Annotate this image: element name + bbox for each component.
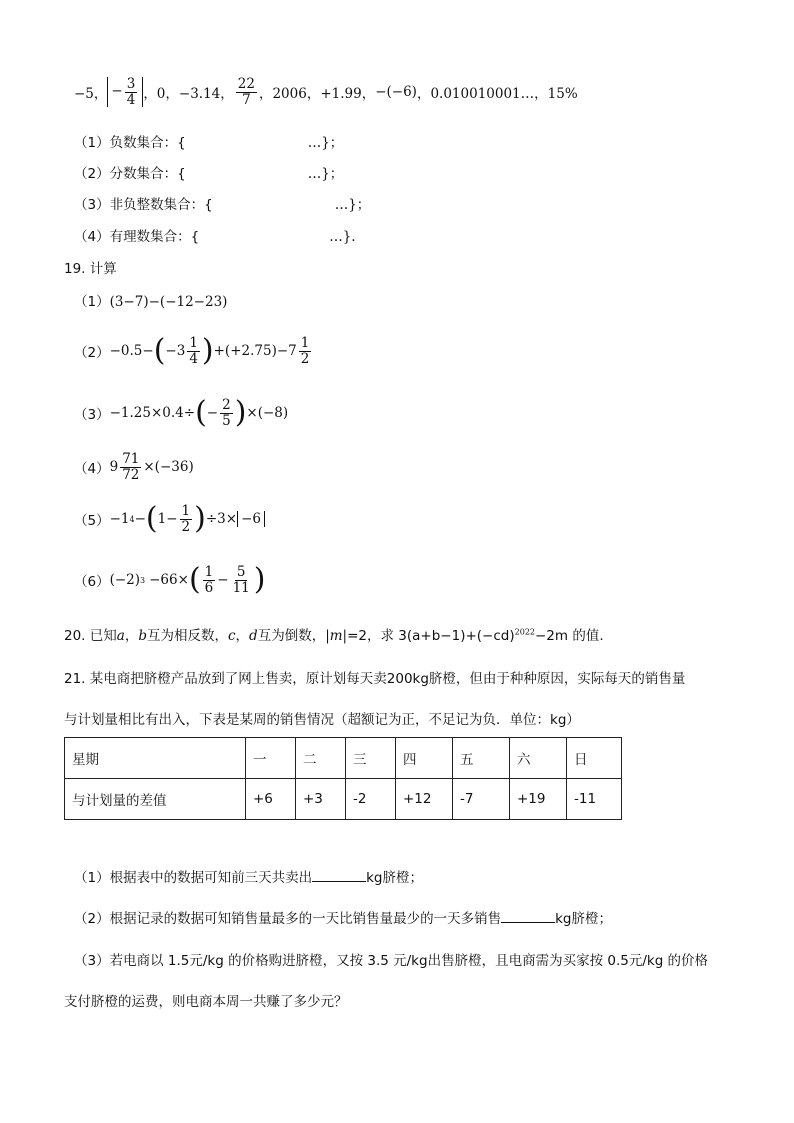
fraction: $\frac{3}{4}$ bbox=[126, 76, 136, 108]
table-row bbox=[65, 779, 622, 820]
table-cell: 五 bbox=[453, 738, 510, 779]
q21-sub-3-line-2: 支付脐橙的运费，则电商本周一共赚了多少元？ bbox=[64, 994, 348, 1010]
q19-part-3: （3） −1.25×0.4÷ ( − $\frac{2}{5}$ ) ×(−8) bbox=[74, 395, 289, 430]
answer-blank[interactable] bbox=[312, 869, 366, 882]
table-row bbox=[65, 738, 622, 779]
q21-line-2: 与计划量相比有出入，下表是某周的销售情况（超额记为正，不足记为负．单位：kg） bbox=[64, 712, 580, 728]
table-cell: 一 bbox=[246, 738, 296, 779]
q21-line-1: 21. 某电商把脐橙产品放到了网上售卖，原计划每天卖200kg脐橙，但由于种种原因，实际每天的销售量 bbox=[64, 671, 686, 687]
table-cell: +6 bbox=[246, 779, 296, 820]
q21-sub-3-line-1: （3）若电商以 1.5元/kg 的价格购进脐橙，又按 3.5 元/kg出售脐橙，且电商需为买家按 0.5元/kg 的价格 bbox=[74, 953, 709, 969]
table-cell: +3 bbox=[296, 779, 346, 820]
table-cell: 四 bbox=[396, 738, 453, 779]
table-cell: -11 bbox=[567, 779, 622, 820]
absolute-value: − $\frac{3}{4}$ bbox=[107, 77, 143, 106]
q21-sub-2: （2）根据记录的数据可知销售量最多的一天比销售量最少的一天多销售 kg脐橙； bbox=[74, 911, 612, 927]
table-cell: +19 bbox=[510, 779, 567, 820]
set-question-3: （3）非负整数集合：{ …}； bbox=[74, 197, 371, 213]
table-cell: 星期 bbox=[65, 738, 246, 779]
number-list: −5， − $\frac{3}{4}$ ，0，−3.14， $\frac{22}{7}$ ，2006，+1.99， −(−6) ，0.010010001…，15% bbox=[74, 76, 578, 108]
set-question-4: （4）有理数集合：{ …}. bbox=[74, 229, 356, 245]
table-cell: 日 bbox=[567, 738, 622, 779]
q20: 20. 已知a，b互为相反数，c，d互为倒数，|m|=2，求 $3(a+b-1)+(-cd)^{2022}-2m$ 的值. bbox=[64, 627, 604, 644]
q19-part-5: （5） −1 4 − ( 1− $\frac{1}{2}$ ) ÷3× −6 bbox=[74, 496, 265, 542]
q21-sub-1: （1）根据表中的数据可知前三天共卖出 kg脐橙； bbox=[74, 870, 423, 886]
table-cell: 与计划量的差值 bbox=[65, 779, 246, 820]
q19-part-2: （2） −0.5− ( −3 $\frac{1}{4}$ ) +(+2.75)−7 $\frac{1}{2}$ bbox=[74, 333, 310, 368]
q19-part-1: （1）(3−7)−(−12−23) bbox=[74, 294, 228, 310]
set-question-1: （1）负数集合：{ …}； bbox=[74, 135, 344, 151]
table-cell: +12 bbox=[396, 779, 453, 820]
answer-blank[interactable] bbox=[501, 910, 555, 923]
table-cell: -2 bbox=[346, 779, 396, 820]
q19-title: 19. 计算 bbox=[64, 261, 117, 277]
table-cell: -7 bbox=[453, 779, 510, 820]
table-cell: 二 bbox=[296, 738, 346, 779]
q19-part-6: （6） (−2) 3 −66× ( $\frac{1}{6}$ − $\frac{5}{11}$ ) bbox=[74, 562, 266, 597]
table-cell: 六 bbox=[510, 738, 567, 779]
fraction: $\frac{22}{7}$ bbox=[237, 76, 255, 108]
sales-table bbox=[64, 737, 622, 820]
set-question-2: （2）分数集合：{ …}； bbox=[74, 166, 344, 182]
table-cell: 三 bbox=[346, 738, 396, 779]
q19-part-4: （4） 9 $\frac{71}{72}$ ×(−36) bbox=[74, 451, 194, 483]
